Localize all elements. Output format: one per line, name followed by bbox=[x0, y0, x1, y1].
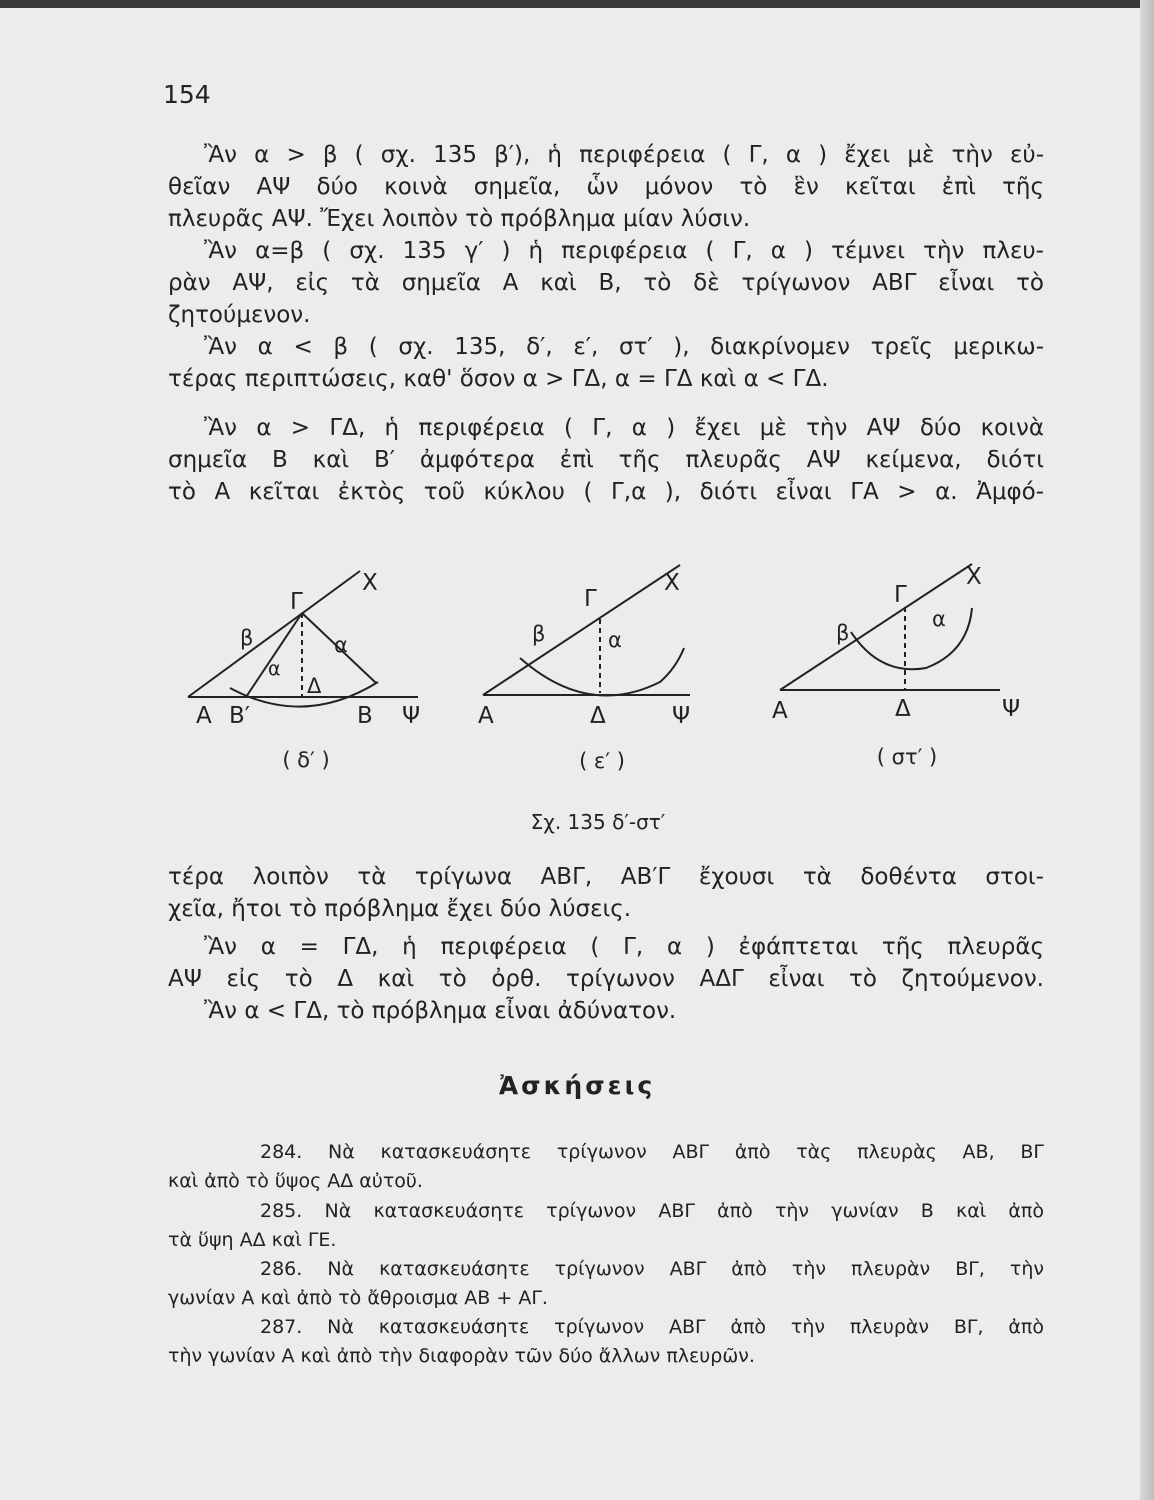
text-line: 284. Νὰ κατασκευάσητε τρίγωνον ΑΒΓ ἀπὸ τὰς πλευρὰς ΑΒ, ΒΓ bbox=[260, 1141, 1044, 1163]
point-label-delta: Δ bbox=[895, 696, 911, 722]
text-line: τὴν γωνίαν Α καὶ ἀπὸ τὴν διαφορὰν τῶν δύο ἄλλων πλευρῶν. bbox=[168, 1345, 755, 1367]
subfigure-label-st: ( στ′ ) bbox=[876, 745, 938, 769]
inner-label-alpha: α bbox=[268, 658, 281, 680]
exercise-285 bbox=[168, 1197, 1044, 1255]
point-label-X: Χ bbox=[966, 564, 982, 590]
point-label-gamma: Γ bbox=[584, 586, 597, 612]
text-line: 285. Νὰ κατασκευάσητε τρίγωνον ΑΒΓ ἀπὸ τὴν γωνίαν Β καὶ ἀπὸ bbox=[260, 1200, 1044, 1222]
text-line: ΑΨ εἰς τὸ Δ καὶ τὸ ὀρθ. τρίγωνον ΑΔΓ εἶναι τὸ ζητούμενον. bbox=[168, 966, 1044, 992]
side-label-alpha: α bbox=[932, 607, 946, 631]
side-label-beta: β bbox=[240, 626, 254, 650]
text-line: σημεῖα Β καὶ Β′ ἀμφότερα ἐπὶ τῆς πλευρᾶς ΑΨ κείμενα, διότι bbox=[168, 447, 1044, 473]
text-line: 287. Νὰ κατασκευάσητε τρίγωνον ΑΒΓ ἀπὸ τὴν πλευρὰν ΒΓ, ἀπὸ bbox=[260, 1316, 1044, 1338]
point-label-X: Χ bbox=[664, 570, 680, 596]
exercise-286 bbox=[168, 1255, 1044, 1313]
text-line: θεῖαν ΑΨ δύο κοινὰ σημεῖα, ὧν μόνον τὸ ἓν κεῖται ἐπὶ τῆς bbox=[168, 174, 1044, 200]
subfigure-label-epsilon: ( ε′ ) bbox=[579, 749, 625, 773]
text-line: Ἂν α=β ( σχ. 135 γ′ ) ἡ περιφέρεια ( Γ, α ) τέμνει τὴν πλευ- bbox=[204, 238, 1044, 264]
text-line: τέρας περιπτώσεις, καθ' ὅσον α > ΓΔ, α = ΓΔ καὶ α < ΓΔ. bbox=[168, 366, 829, 392]
text-line: τέρα λοιπὸν τὰ τρίγωνα ΑΒΓ, ΑΒ′Γ ἔχουσι τὰ δοθέντα στοι- bbox=[168, 864, 1044, 890]
point-label-delta: Δ bbox=[307, 674, 322, 698]
point-label-A: Α bbox=[772, 698, 788, 724]
text-line: Ἂν α = ΓΔ, ἡ περιφέρεια ( Γ, α ) ἐφάπτεται τῆς πλευρᾶς bbox=[204, 934, 1044, 960]
text-line: ρὰν ΑΨ, εἰς τὰ σημεῖα Α καὶ Β, τὸ δὲ τρίγωνον ΑΒΓ εἶναι τὸ bbox=[168, 270, 1044, 296]
point-label-psi: Ψ bbox=[672, 703, 691, 729]
point-label-gamma: Γ bbox=[290, 589, 303, 615]
side-label-beta: β bbox=[836, 621, 850, 645]
text-line: πλευρᾶς ΑΨ. Ἔχει λοιπὸν τὸ πρόβλημα μίαν λύσιν. bbox=[168, 206, 751, 232]
text-line: καὶ ἀπὸ τὸ ὕψος ΑΔ αὐτοῦ. bbox=[168, 1170, 423, 1192]
point-label-A: Α bbox=[478, 703, 494, 729]
text-line: Ἂν α < β ( σχ. 135, δ′, ε′, στ′ ), διακρίνομεν τρεῖς μερικω- bbox=[204, 334, 1044, 360]
point-label-gamma: Γ bbox=[894, 582, 907, 608]
text-line: γωνίαν Α καὶ ἀπὸ τὸ ἄθροισμα ΑΒ + ΑΓ. bbox=[168, 1287, 548, 1309]
side-label-alpha: α bbox=[334, 633, 348, 657]
point-label-B-prime: Β′ bbox=[229, 703, 251, 729]
side-label-alpha: α bbox=[608, 628, 622, 652]
paragraph-6 bbox=[168, 931, 1044, 995]
text-line: τὰ ὕψη ΑΔ καὶ ΓΕ. bbox=[168, 1229, 337, 1251]
text-line: Ἂν α > ΓΔ, ἡ περιφέρεια ( Γ, α ) ἔχει μὲ τὴν ΑΨ δύο κοινὰ bbox=[204, 415, 1044, 441]
text-line: τὸ Α κεῖται ἐκτὸς τοῦ κύκλου ( Γ,α ), διότι εἶναι ΓΑ > α. Ἀμφό- bbox=[168, 479, 1044, 505]
text-line: Ἂν α < ΓΔ, τὸ πρόβλημα εἶναι ἀδύνατον. bbox=[204, 998, 677, 1024]
text-line: ζητούμενον. bbox=[168, 302, 311, 328]
point-label-psi: Ψ bbox=[1002, 696, 1021, 722]
exercise-287 bbox=[168, 1313, 1044, 1371]
subfigure-label-delta: ( δ′ ) bbox=[282, 748, 330, 772]
figure-caption: Σχ. 135 δ′-στ′ bbox=[530, 810, 666, 834]
text-line: 286. Νὰ κατασκευάσητε τρίγωνον ΑΒΓ ἀπὸ τὴν πλευρὰν ΒΓ, τὴν bbox=[260, 1258, 1044, 1280]
point-label-psi: Ψ bbox=[402, 703, 421, 729]
point-label-A: Α bbox=[196, 703, 212, 729]
text-line: Ἂν α > β ( σχ. 135 β′), ἡ περιφέρεια ( Γ, α ) ἔχει μὲ τὴν εὐ- bbox=[204, 142, 1044, 168]
point-label-delta: Δ bbox=[590, 703, 606, 729]
point-label-B: Β bbox=[357, 703, 373, 729]
page-number: 154 bbox=[163, 80, 211, 109]
exercise-284 bbox=[168, 1138, 1044, 1196]
side-label-beta: β bbox=[532, 622, 546, 646]
text-line: χεῖα, ἤτοι τὸ πρόβλημα ἔχει δύο λύσεις. bbox=[168, 896, 632, 922]
paragraph-7 bbox=[168, 995, 1044, 1027]
exercises-heading: Ἀσκήσεις bbox=[498, 1071, 656, 1100]
paragraph-5 bbox=[168, 861, 1044, 925]
point-label-X: Χ bbox=[362, 570, 378, 596]
